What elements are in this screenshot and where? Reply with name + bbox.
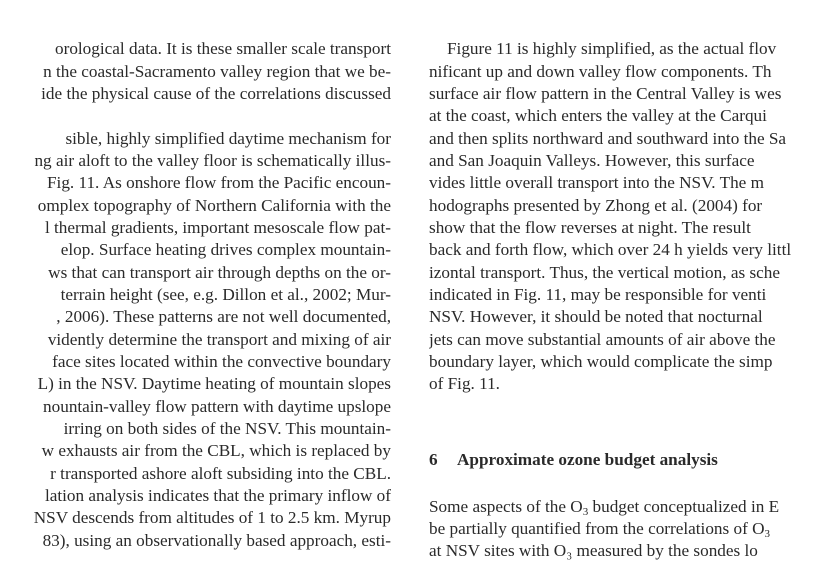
text-line: r transported ashore aloft subsiding into the CBL. <box>50 464 391 483</box>
text-line: surface air flow pattern in the Central Valley is wes <box>429 84 782 103</box>
text-line: nountain-valley flow pattern with daytime upslope <box>43 397 391 416</box>
text-line: ng air aloft to the valley floor is schematically illus- <box>34 151 391 170</box>
text-line: and then splits northward and southward into the Sa <box>429 129 787 148</box>
text-fragment: budget conceptualized in E <box>588 497 780 516</box>
subscript: 3 <box>582 506 589 518</box>
text-line <box>429 519 770 539</box>
subscript: 3 <box>764 528 771 540</box>
text-line: ws that can transport air through depths on the or- <box>48 263 391 282</box>
text-line: of Fig. 11. <box>429 374 500 393</box>
text-line: show that the flow reverses at night. The result <box>429 218 751 237</box>
text-line: at the coast, which enters the valley at the Carqui <box>429 106 767 125</box>
left-column <box>0 0 400 563</box>
text-line: hodographs presented by Zhong et al. (2004) for <box>429 196 763 215</box>
text-line: w exhausts air from the CBL, which is replaced by <box>41 441 391 460</box>
text-line: orological data. It is these smaller scale transport <box>55 39 391 58</box>
text-line: izontal transport. Thus, the vertical motion, as sche <box>429 263 780 282</box>
text-line: elop. Surface heating drives complex mountain- <box>60 240 391 259</box>
text-line: lation analysis indicates that the primary inflow of <box>44 486 391 505</box>
text-line: vides little overall transport into the NSV. The m <box>429 173 764 192</box>
text-line: 83), using an observationally based approach, esti- <box>42 531 391 550</box>
text-line: terrain height (see, e.g. Dillon et al., 2002; Mur- <box>60 285 391 304</box>
text-fragment: be partially quantified from the correlations of O <box>429 519 765 538</box>
text-line: omplex topography of Northern California with the <box>37 196 391 215</box>
section-number: 6 <box>429 450 438 469</box>
text-line: and San Joaquin Valleys. However, this surface <box>429 151 755 170</box>
text-line: NSV descends from altitudes of 1 to 2.5 km. Myrup <box>33 508 391 527</box>
text-fragment: Some aspects of the O <box>429 497 583 516</box>
text-line: L) in the NSV. Daytime heating of mountain slopes <box>37 374 391 393</box>
text-line: NSV. However, it should be noted that nocturnal <box>429 307 763 326</box>
section-title: Approximate ozone budget analysis <box>457 450 718 469</box>
text-line: boundary layer, which would complicate the simp <box>429 352 773 371</box>
text-line: face sites located within the convective boundary <box>52 352 391 371</box>
text-line: l thermal gradients, important mesoscale flow pat- <box>44 218 391 237</box>
text-line: at NSV sites with O₃ measured by the sondes lo <box>429 541 758 560</box>
text-line: sible, highly simplified daytime mechanism for <box>65 129 391 148</box>
text-line: vidently determine the transport and mixing of air <box>47 330 391 349</box>
text-line: Figure 11 is highly simplified, as the actual flov <box>447 39 777 58</box>
text-line: indicated in Fig. 11, may be responsible for venti <box>429 285 767 304</box>
text-line: jets can move substantial amounts of air above the <box>429 330 776 349</box>
text-line: ide the physical cause of the correlations discussed <box>41 84 391 103</box>
text-line: , 2006). These patterns are not well documented, <box>56 307 391 326</box>
text-line: irring on both sides of the NSV. This mountain- <box>63 419 391 438</box>
section-heading <box>429 450 718 470</box>
text-line: n the coastal-Sacramento valley region that we be- <box>43 62 391 81</box>
text-line: nificant up and down valley flow components. Th <box>429 62 772 81</box>
text-line: back and forth flow, which over 24 h yields very littl <box>429 240 792 259</box>
text-line: Fig. 11. As onshore flow from the Pacific encoun- <box>46 173 391 192</box>
right-column <box>429 0 820 563</box>
text-line <box>429 497 779 517</box>
